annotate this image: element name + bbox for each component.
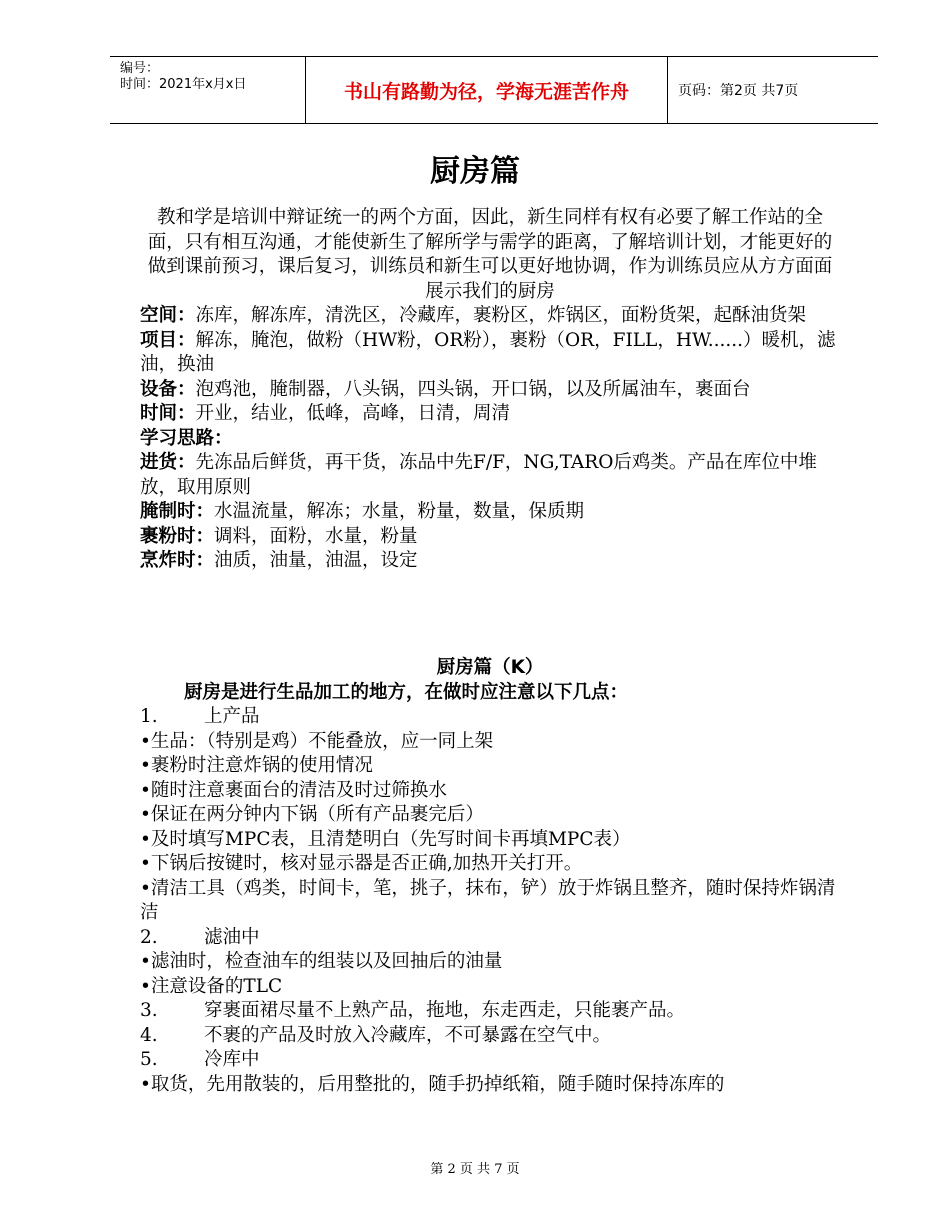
numbered-item [140,1024,840,1049]
item-space [140,304,840,329]
time-label: 时间：2021年x月x日 [120,77,247,92]
bullet-item [140,877,840,926]
page-footer: 第 2 页 共 7 页 [430,1162,520,1177]
item-number: 5. [140,1049,158,1070]
page-title: 厨房篇 [430,154,520,189]
item-label: 时间： [140,403,196,424]
item-project [140,329,840,378]
bullet-text: 生品：（特别是鸡）不能叠放，应一同上架 [150,730,494,752]
bullet-item [140,975,840,1000]
bullet-text: 取货，先用散装的，后用整批的，随手扔掉纸箱，随手随时保持冻库的 [150,1073,725,1095]
header-meta [110,57,306,123]
number-label: 编号： [120,61,160,76]
item-text: 解冻，腌泡，做粉（HW粉，OR粉），裹粉（OR，FILL，HW......）暖机，滤油，换油 [140,329,836,375]
header-motto: 书山有路勤为径，学海无涯苦作舟 [306,57,668,123]
item-study [140,427,840,452]
item-text: 冷库中 [204,1049,260,1070]
item-label: 进货： [140,452,196,473]
item-number: 4. [140,1024,158,1046]
bullet-text: 及时填写MPC表，且清楚明白（先写时间卡再填MPC表） [150,828,631,850]
bullet-text: 裹粉时注意炸锅的使用情况 [150,755,373,776]
bullet-item [140,779,840,804]
section-subtitle: 厨房是进行生品加工的地方，在做时应注意以下几点： [184,681,629,703]
item-time [140,402,840,427]
numbered-item [140,926,840,951]
item-text: 泡鸡池，腌制器，八头锅，四头锅，开口锅，以及所属油车，裹面台 [195,378,751,400]
item-text: 油质，油量，油温，设定 [214,550,418,571]
section-k [140,656,840,1097]
bullet-item [140,803,840,828]
item-text: 穿裹面裙尽量不上熟产品，拖地，东走西走，只能裹产品。 [204,1000,686,1021]
item-label: 裹粉时： [140,525,215,547]
bullet-item [140,754,840,779]
item-text: 不裹的产品及时放入冷藏库，不可暴露在空气中。 [204,1024,612,1046]
item-text: 滤油中 [204,926,260,948]
bullet-text: 滤油时，检查油车的组装以及回抽后的油量 [150,951,503,972]
item-number: 2. [140,926,158,948]
numbered-item [140,1048,840,1073]
item-text: 水温流量，解冻；水量，粉量，数量，保质期 [214,501,585,522]
section-lines [140,705,840,1097]
item-text: 先冻品后鲜货，再干货，冻品中先F/F，NG,TARO后鸡类。产品在库位中堆放，取用原则 [140,452,817,498]
numbered-item [140,999,840,1024]
item-number: 3. [140,1000,158,1021]
item-purchase [140,451,840,500]
bullet-item [140,950,840,975]
intro-paragraph: 教和学是培训中辩证统一的两个方面，因此，新生同样有权有必要了解工作站的全面，只有相互沟通，才能使新生了解所学与需学的距离，了解培训计划，才能更好的做到课前预习，课后复习，训练员和新生可以更好地协调，作为训练员应从方方面面展示我们的厨房 [147,207,833,302]
item-number: 1. [140,706,158,727]
item-frying [140,549,840,574]
bullet-item [140,852,840,877]
item-label: 烹炸时： [140,550,215,571]
bullet-text: 下锅后按键时，核对显示器是否正确,加热开关打开。 [150,853,583,874]
main-content [140,206,840,574]
item-label: 项目： [140,329,196,351]
bullet-item [140,828,840,853]
item-breading [140,525,840,550]
item-text: 调料，面粉，水量，粉量 [214,525,418,547]
section-title: 厨房篇（K） [436,657,544,678]
bullet-item [140,1073,840,1098]
item-label: 学习思路： [140,427,233,449]
numbered-item [140,705,840,730]
bullet-text: 注意设备的TLC [150,975,283,997]
bullet-item [140,730,840,755]
item-label: 设备： [140,378,196,400]
bullet-text: 清洁工具（鸡类，时间卡，笔，挑子，抹布，铲）放于炸锅且整齐，随时保持炸锅清洁 [140,877,836,923]
item-label: 空间： [140,305,196,326]
item-text: 冻库，解冻库，清洗区，冷藏库，裹粉区，炸锅区，面粉货架，起酥油货架 [195,305,807,326]
header-page-label: 页码：第2页 共7页 [678,83,799,99]
bullet-text: 保证在两分钟内下锅（所有产品裹完后） [150,804,484,825]
page-header [110,56,878,124]
bullet-text: 随时注意裹面台的清洁及时过筛换水 [150,779,447,801]
item-label: 腌制时： [140,501,215,522]
item-marinate [140,500,840,525]
item-equipment [140,378,840,403]
item-text: 开业，结业，低峰，高峰，日清，周清 [195,403,511,424]
item-text: 上产品 [204,706,260,727]
